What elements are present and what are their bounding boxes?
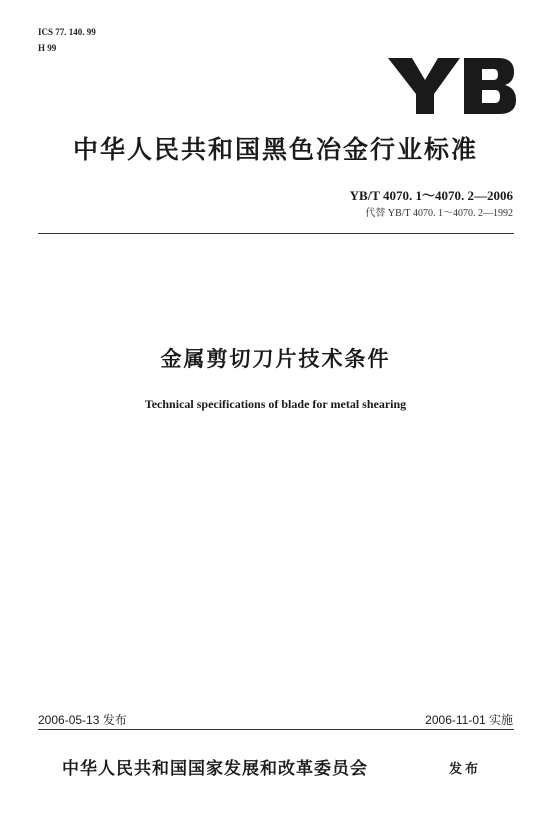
classification-codes	[38, 24, 96, 56]
standard-number: YB/T 4070. 1～4070. 2—2006	[349, 188, 513, 203]
replaced-standard: 代替 YB/T 4070. 1～4070. 2—1992	[365, 208, 513, 219]
ics-code: ICS 77. 140. 99	[38, 27, 96, 37]
document-title-chinese: 金属剪切刀片技术条件	[160, 347, 391, 371]
document-title-english: Technical specifications of blade for metal shearing	[144, 397, 407, 411]
bottom-divider	[38, 729, 514, 730]
industry-standard-title: 中华人民共和国黑色冶金行业标准	[72, 135, 478, 164]
ccs-code: H 99	[38, 43, 57, 53]
yb-logo	[386, 56, 516, 116]
top-divider	[38, 233, 514, 234]
implementation-date: 2006-11-01 实施	[425, 713, 513, 727]
issue-label: 发布	[449, 762, 482, 777]
issue-date: 2006-05-13 发布	[38, 713, 127, 727]
issuing-authority: 中华人民共和国国家发展和改革委员会	[62, 759, 368, 779]
